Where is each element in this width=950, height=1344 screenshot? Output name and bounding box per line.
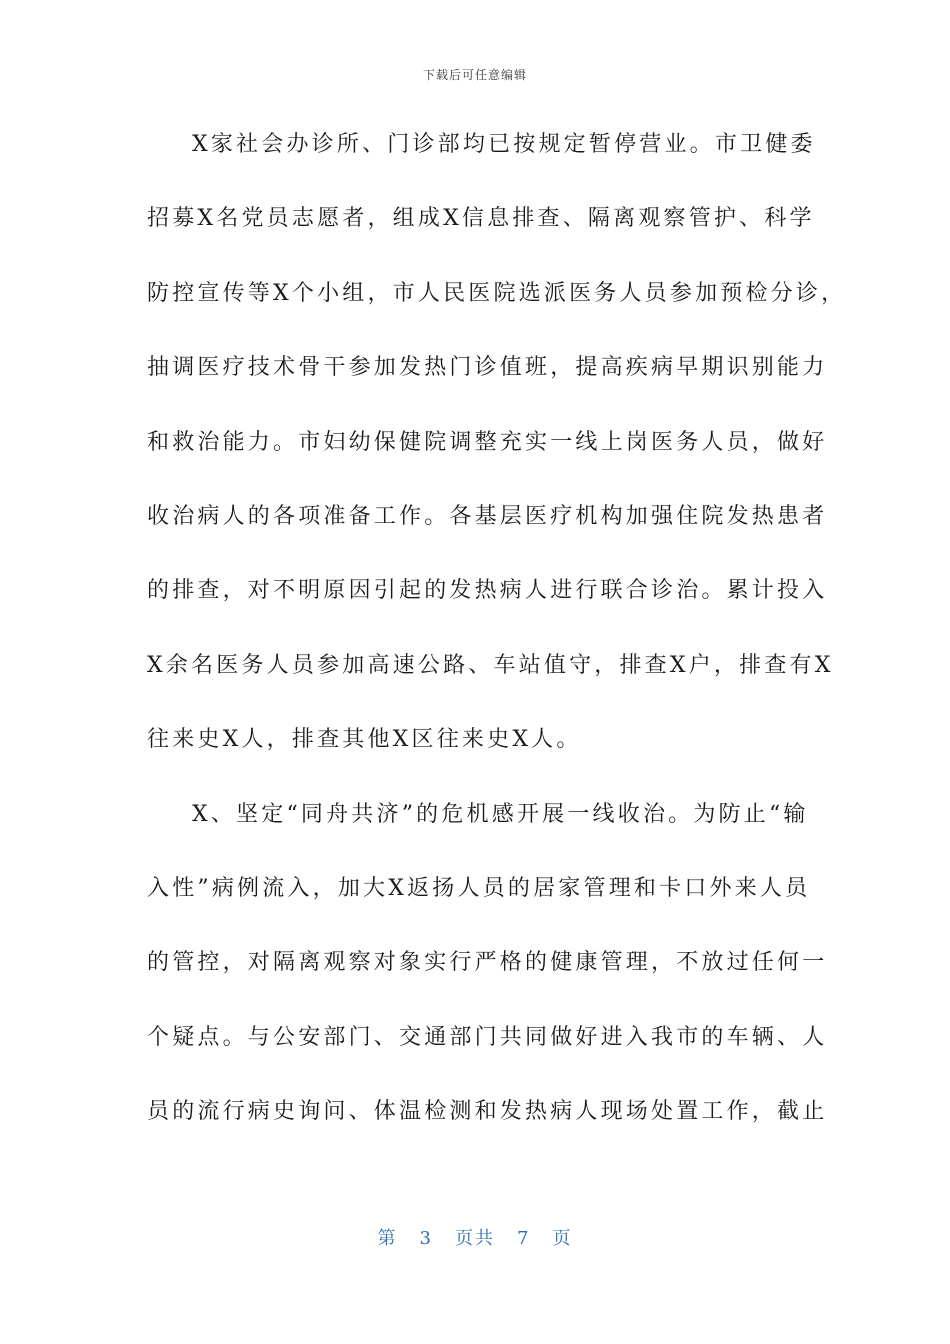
page-label-middle: 页共 — [455, 1228, 495, 1249]
text-line: 入性”病例流入，加大X返扬人员的居家管理和卡口外来人员 — [147, 875, 811, 901]
page-footer — [0, 1224, 950, 1250]
text-line: 收治病人的各项准备工作。各基层医疗机构加强住院发热患者 — [147, 503, 828, 529]
text-line: 往来史X人，排查其他X区往来史X人。 — [147, 727, 582, 753]
text-line: 个疑点。与公安部门、交通部门共同做好进入我市的车辆、人 — [147, 1024, 828, 1050]
text-line: 员的流行病史询问、体温检测和发热病人现场处置工作，截止 — [147, 1099, 828, 1125]
text-line: X、坚定“同舟共济”的危机感开展一线收治。为防止“输 — [192, 801, 809, 827]
text-line: 的管控，对隔离观察对象实行严格的健康管理，不放过任何一 — [147, 950, 828, 976]
page-label-suffix: 页 — [552, 1228, 573, 1249]
text-line: X余名医务人员参加高速公路、车站值守，排查X户，排查有X — [147, 652, 834, 678]
page-label-prefix: 第 — [377, 1228, 398, 1249]
text-line: 防控宣传等X个小组，市人民医院选派医务人员参加预检分诊， — [147, 280, 847, 306]
text-line: 招募X名党员志愿者，组成X信息排查、隔离观察管护、科学 — [147, 206, 815, 232]
text-line: X家社会办诊所、门诊部均已按规定暂停营业。市卫健委 — [192, 132, 816, 157]
header-note: 下载后可任意编辑 — [422, 68, 527, 82]
text-line: 和救治能力。市妇幼保健院调整充实一线上岗医务人员，做好 — [147, 429, 828, 455]
document-body — [147, 118, 847, 1159]
text-line: 抽调医疗技术骨干参加发热门诊值班，提高疾病早期识别能力 — [147, 355, 828, 381]
current-page-number: 3 — [419, 1228, 433, 1249]
total-pages-number: 7 — [517, 1228, 531, 1249]
text-line: 的排查，对不明原因引起的发热病人进行联合诊治。累计投入 — [147, 578, 828, 604]
